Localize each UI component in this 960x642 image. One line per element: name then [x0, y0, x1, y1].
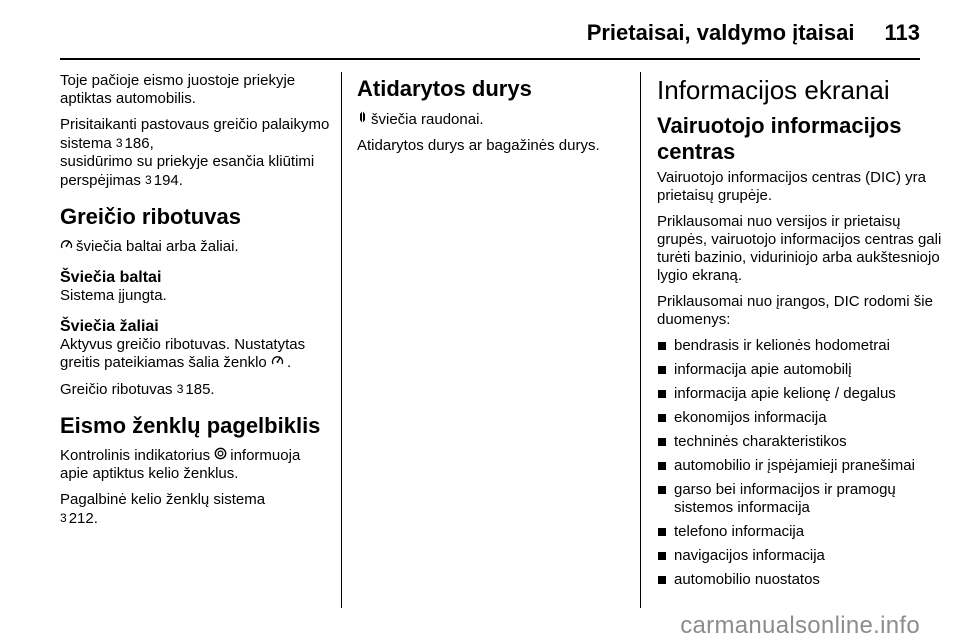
page-number: 113 — [884, 20, 920, 45]
active-limiter-text-end: . — [286, 354, 292, 371]
watermark-link[interactable]: carmanualsonline.info — [680, 612, 920, 639]
list-item: automobilio nuostatos — [657, 571, 947, 589]
heading-open-doors: Atidarytos durys — [357, 76, 532, 101]
acc-page-ref[interactable]: 186, — [124, 135, 154, 152]
doors-red-text: šviečia raudonai. — [371, 111, 484, 128]
header-title: Prietaisai, valdymo įtaisai — [586, 20, 855, 45]
collision-text: susidūrimo su priekyje esančia kliūtimi perspėjimas — [60, 153, 315, 189]
list-item: automobilio ir įspėjamieji pranešimai — [657, 457, 947, 475]
list-item: navigacijos informacija — [657, 547, 947, 565]
xref-arrow-icon: 3 — [115, 136, 123, 150]
heading-speed-limiter: Greičio ribotuvas — [60, 204, 241, 229]
paragraph-sign-system-ref — [60, 491, 330, 528]
acc-text: Prisitaikanti pastovaus greičio palaikymo sistema — [60, 116, 330, 152]
sign-indicator-text: Kontrolinis indikatorius — [60, 447, 211, 464]
heading-dic: Vairuotojo informacijos centras — [657, 113, 902, 164]
xref-arrow-icon: 3 — [145, 173, 152, 187]
traffic-sign-indicator-icon — [214, 447, 227, 465]
paragraph-dic-levels: Priklausomai nuo versijos ir prietaisų grupės, vairuotojo informacijos centras gali turėti bazinio, viduriniojo arba aukštesniojo lygio ekraną. — [657, 213, 942, 284]
sign-system-text: Pagalbinė kelio ženklų sistema — [60, 491, 266, 508]
paragraph-speed-limiter — [60, 238, 330, 256]
dic-data-list — [657, 337, 947, 589]
speed-limiter-icon — [60, 238, 73, 256]
paragraph-dic-data: Priklausomai nuo įrangos, DIC rodomi šie duomenys: — [657, 293, 933, 328]
header-text — [587, 20, 920, 46]
column-3 — [657, 72, 947, 595]
paragraph-dic-location: Vairuotojo informacijos centras (DIC) yra prietaisų grupėje. — [657, 169, 926, 204]
paragraph-active-limiter — [60, 336, 330, 372]
heading-shines-white: Šviečia baltai — [60, 269, 162, 286]
column-divider-2 — [640, 72, 641, 608]
column-1 — [60, 72, 330, 536]
sign-indicator-text-end: informuoja apie aptiktus kelio ženklus. — [60, 447, 301, 482]
list-item: telefono informacija — [657, 523, 947, 541]
paragraph-limiter-ref — [60, 380, 330, 399]
xref-arrow-icon: 3 — [176, 382, 184, 396]
list-item: ekonomijos informacija — [657, 409, 947, 427]
heading-info-displays: Informacijos ekranai — [657, 75, 890, 105]
list-item: informacija apie kelionę / degalus — [657, 385, 947, 403]
list-item: informacija apie automobilį — [657, 361, 947, 379]
list-item: techninės charakteristikos — [657, 433, 947, 451]
collision-page-ref[interactable]: 194. — [153, 172, 183, 189]
heading-shines-green: Šviečia žaliai — [60, 318, 159, 335]
door-open-icon — [357, 110, 368, 129]
list-item: bendrasis ir kelionės hodometrai — [657, 337, 947, 355]
column-divider-1 — [341, 72, 342, 608]
paragraph-doors-red — [357, 110, 627, 129]
column-2 — [357, 72, 627, 163]
xref-arrow-icon: 3 — [60, 511, 67, 525]
heading-sign-assist: Eismo ženklų pagelbiklis — [60, 413, 321, 438]
paragraph-system-on: Sistema įjungta. — [60, 287, 167, 304]
speed-limiter-text: šviečia baltai arba žaliai. — [76, 238, 239, 255]
header-rule — [60, 58, 920, 60]
page-header — [60, 0, 920, 62]
paragraph-acc-reference — [60, 116, 330, 190]
paragraph-doors-desc: Atidarytos durys ar bagažinės durys. — [357, 137, 600, 154]
paragraph-vehicle-detected: Toje pačioje eismo juostoje priekyje aptiktas automobilis. — [60, 72, 296, 107]
speed-limiter-icon — [271, 354, 284, 372]
paragraph-sign-indicator — [60, 447, 330, 483]
active-limiter-text: Aktyvus greičio ribotuvas. Nustatytas greitis pateikiamas šalia ženklo — [60, 336, 306, 371]
limiter-page-ref[interactable]: 185. — [185, 381, 215, 398]
list-item: garso bei informacijos ir pramogų sistemos informacija — [657, 481, 947, 517]
limiter-ref-text: Greičio ribotuvas — [60, 381, 173, 398]
sign-system-page-ref[interactable]: 212. — [68, 510, 98, 527]
